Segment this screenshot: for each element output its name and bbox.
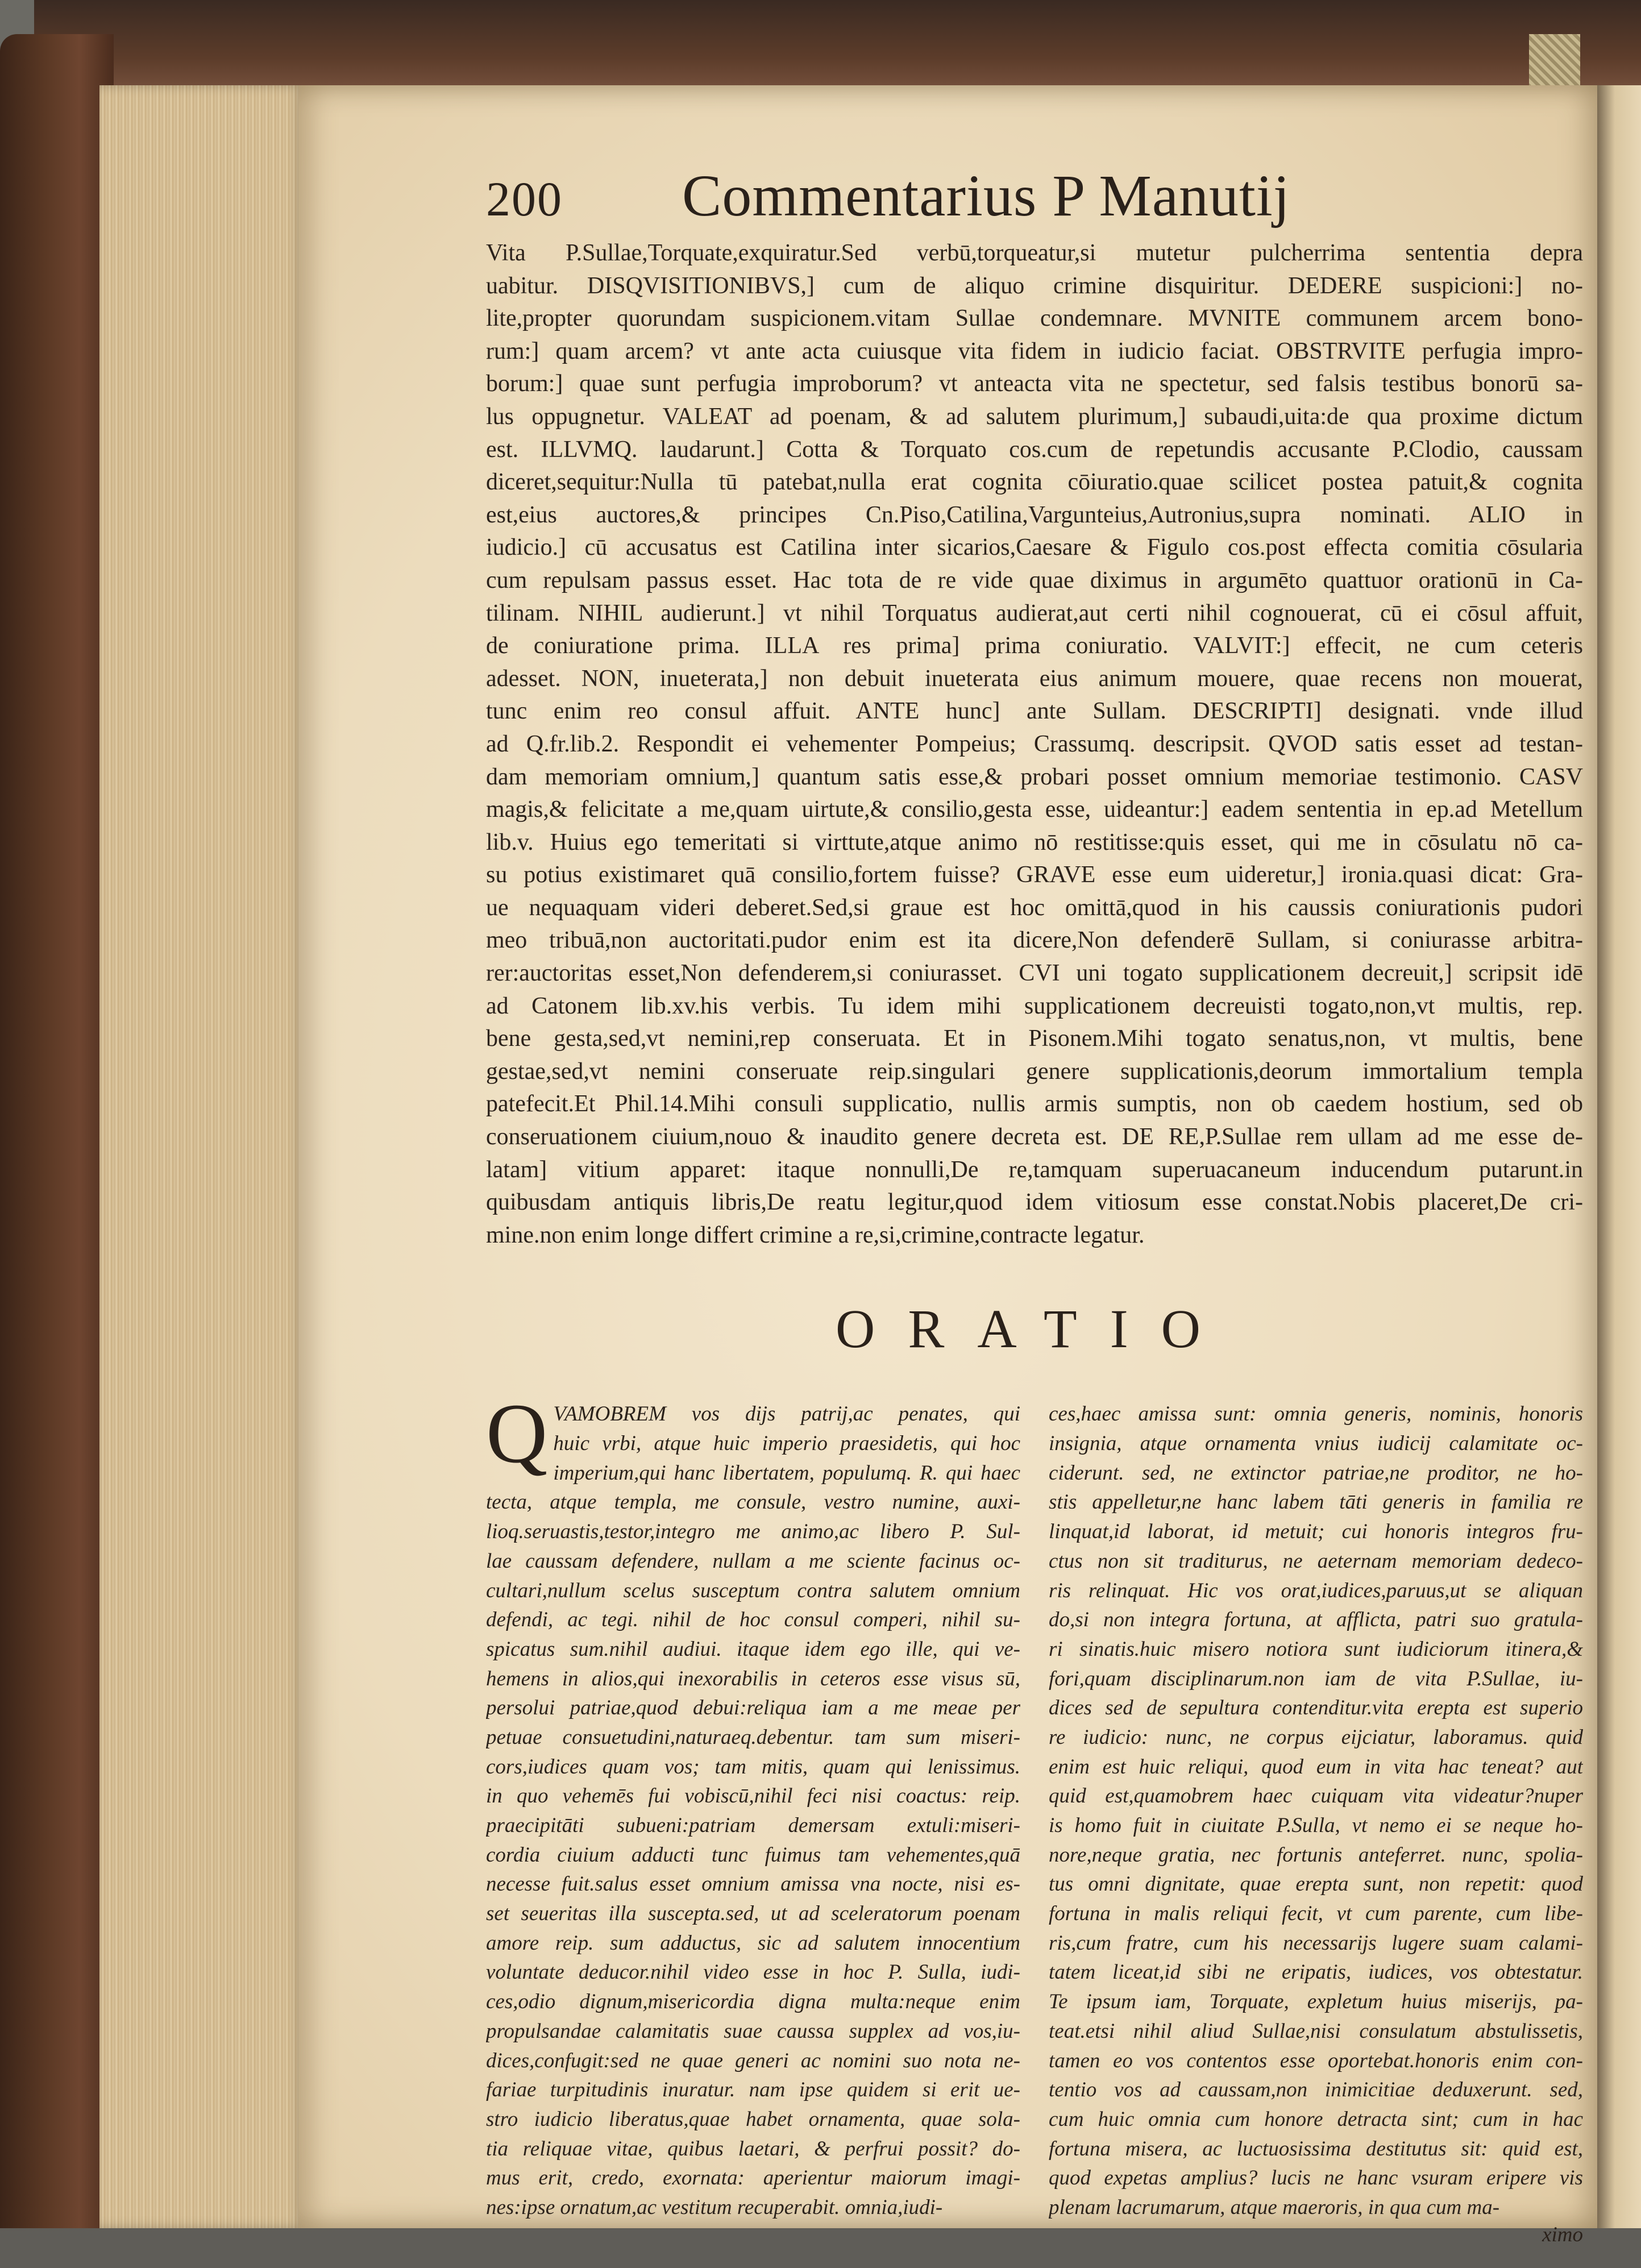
commentary-line: est. ILLVMQ. laudarunt.] Cotta & Torquato cos.cum de repetundis accusante P.Clodio, caussam xyxy=(486,436,1583,463)
commentary-line: borum:] quae sunt perfugia improborum? vt anteacta vita ne spectetur, sed falsis testibus bonorū sa- xyxy=(486,371,1583,397)
oration-line: tatem liceat,id sibi ne eripatis, iudices, vos obtestatur. xyxy=(1049,1960,1583,1984)
oration-line: tia reliquae vitae, quibus laetari, & perfrui possit? do- xyxy=(486,2137,1020,2161)
oration-columns xyxy=(486,1386,1583,2222)
commentary-line: tilinam. NIHIL audierunt.] vt nihil Torquatus audierat,aut certi nihil cognouerat, cū ei cōsul affuit, xyxy=(486,600,1583,626)
oration-line: nore,neque gratia, nec fortunis anteferret. nunc, spolia- xyxy=(1049,1843,1583,1867)
oration-line: Te ipsum iam, Torquate, expletum huius miserijs, pa- xyxy=(1049,1990,1583,2014)
oration-line: lae caussam defendere, nullam a me sciente facinus oc- xyxy=(486,1549,1020,1573)
oration-heading: ORATIO xyxy=(836,1298,1233,1360)
oration-line: re iudicio: nunc, ne corpus eijciatur, laboramus. quid xyxy=(1049,1725,1583,1749)
oration-line: ri sinatis.huic misero notiora sunt iudiciorum itinera,& xyxy=(1049,1637,1583,1661)
oration-line: lioq.seruastis,testor,integro me animo,ac libero P. Sul- xyxy=(486,1520,1020,1544)
oration-line: praecipitāti subueni:patriam demersam extuli:miseri- xyxy=(486,1814,1020,1838)
oration-line: cordia ciuium adducti tunc fuimus tam vehementes,quā xyxy=(486,1843,1020,1867)
oration-line: plenam lacrumarum, atque maeroris, in qua cum ma- xyxy=(1049,2195,1500,2219)
oration-line: stis appelletur,ne hanc labem tāti generis in familia re xyxy=(1049,1490,1583,1514)
oration-line: enim est huic reliqui, quod eum in vita hac teneat? aut xyxy=(1049,1755,1583,1779)
commentary-line: quibusdam antiquis libris,De reatu legitur,quod idem vitiosum esse constat.Nobis placeret,De cri- xyxy=(486,1189,1583,1216)
commentary-line: ue nequaquam videri deberet.Sed,si graue est hoc omittā,quod in his caussis coniurationis pudori xyxy=(486,894,1583,921)
oration-line: spicatus sum.nihil audiui. itaque idem ego ille, qui ve- xyxy=(486,1637,1020,1661)
oration-line: ciderunt. sed, ne extinctor patriae,ne proditor, ne ho- xyxy=(1049,1461,1583,1485)
oration-line: huic vrbi, atque huic imperio praesidetis, qui hoc xyxy=(553,1432,1020,1456)
right-column xyxy=(1049,1399,1583,2222)
oration-line: fori,quam disciplinarum.non iam de vita P.Sullae, iu- xyxy=(1049,1667,1583,1690)
commentary-line: est,eius auctores,& principes Cn.Piso,Catilina,Vargunteius,Autronius,supra nominati. ALIO in xyxy=(486,501,1583,528)
commentary-text xyxy=(486,237,1583,1252)
oration-line: tamen eo vos contentos esse oportebat.honoris enim con- xyxy=(1049,2049,1583,2072)
commentary-line: conseruationem ciuium,nouo & inaudito genere decreta est. DE RE,P.Sullae rem ullam ad me esse de- xyxy=(486,1124,1583,1150)
oration-line: petuae consuetudini,naturaeq.debentur. tam sum miseri- xyxy=(486,1725,1020,1749)
oration-line: cors,iudices quam vos; tam mitis, quam qui lenissimus. xyxy=(486,1755,1020,1779)
commentary-line: lite,propter quorundam suspicionem.vitam Sullae condemnare. MVNITE communem arcem bono- xyxy=(486,305,1583,332)
page-content xyxy=(486,162,1583,2247)
book-cover-top xyxy=(34,0,1641,97)
oration-line: mus erit, credo, exornata: aperientur maiorum imagi- xyxy=(486,2166,1020,2190)
oration-line: dices sed de sepultura contenditur.vita erepta est superio xyxy=(1049,1696,1583,1720)
oration-line: quod expetas amplius? lucis ne hanc vsuram eripere vis xyxy=(1049,2166,1583,2190)
oration-line: hemens in alios,qui inexorabilis in ceteros esse visus sū, xyxy=(486,1667,1020,1690)
oration-line: fortuna misera, ac luctuosissima destitutus sit: quid est, xyxy=(1049,2137,1583,2161)
oration-line: teat.etsi nihil aliud Sullae,nisi consulatum abstulissetis, xyxy=(1049,2019,1583,2043)
oration-line: do,si non integra fortuna, at afflicta, patri suo gratula- xyxy=(1049,1608,1583,1632)
page-number: 200 xyxy=(486,172,563,226)
catchword: ximo xyxy=(1542,2223,1583,2246)
commentary-line: su potius existimaret quā consilio,fortem fuisse? GRAVE esse eum uideretur,] ironia.quasi dicat: Gra- xyxy=(486,862,1583,888)
oration-line: ris,cum fratre, cum his necessarijs lugere suam calami- xyxy=(1049,1931,1583,1955)
commentary-line: de coniuratione prima. ILLA res prima] prima coniuratio. VALVIT:] effecit, ne cum ceteris xyxy=(486,633,1583,659)
oration-line: defendi, ac tegi. nihil de hoc consul comperi, nihil su- xyxy=(486,1608,1020,1632)
oration-line: in quo vehemēs fui vobiscū,nihil feci nisi coactus: reip. xyxy=(486,1784,1020,1808)
oration-line: necesse fuit.salus esset omnium amissa vna nocte, nisi es- xyxy=(486,1872,1020,1896)
oration-line: propulsandae calamitatis suae caussa supplex ad vos,iu- xyxy=(486,2019,1020,2043)
commentary-line: adesset. NON, inueterata,] non debuit inueterata eius animum mouere, quae recens non mouerat, xyxy=(486,665,1583,692)
left-column xyxy=(486,1386,1020,2222)
commentary-line: rum:] quam arcem? vt ante acta cuiusque vita fidem in iudicio faciat. OBSTRVITE perfugia impro- xyxy=(486,338,1583,364)
commentary-line: lus oppugnetur. VALEAT ad poenam, & ad salutem plurimum,] subaudi,uita:de qua proxime dictum xyxy=(486,403,1583,430)
oration-line: fortuna in malis reliqui fecit, vt cum parente, cum libe- xyxy=(1049,1902,1583,1926)
page-fore-edge xyxy=(99,85,304,2228)
oration-line: imperium,qui hanc libertatem, populumq. R. qui haec xyxy=(553,1461,1020,1485)
drop-cap: Q xyxy=(486,1386,548,1481)
oration-line: voluntate deducor.nihil video esse in hoc P. Sulla, iudi- xyxy=(486,1960,1020,1984)
commentary-line: patefecit.Et Phil.14.Mihi consuli supplicatio, nullis armis sumptis, non ob caedem hostium, sed ob xyxy=(486,1091,1583,1118)
next-page-edge xyxy=(1597,85,1641,2228)
oration-line: cum huic omnia cum honore detracta sint; cum in hac xyxy=(1049,2107,1583,2131)
commentary-line: lib.v. Huius ego temeritati si virttute,atque animo nō restitisse:quis esset, qui me in cōsulatu nō ca- xyxy=(486,829,1583,855)
oration-line: set seueritas illa suscepta.sed, ut ad sceleratorum poenam xyxy=(486,1902,1020,1926)
oration-line: ctus non sit traditurus, ne aeternam memoriam dedeco- xyxy=(1049,1549,1583,1573)
oration-line: tecta, atque templa, me consule, vestro numine, auxi- xyxy=(486,1490,1020,1514)
commentary-line: latam] vitium apparet: itaque nonnulli,De re,tamquam superuacaneum inducendum putarunt.in xyxy=(486,1156,1583,1183)
commentary-line: meo tribuā,non auctoritati.pudor enim est ita dicere,Non defenderē Sullam, si coniurasse arbitra- xyxy=(486,927,1583,954)
commentary-line: mine.non enim longe differt crimine a re,si,crimine,contracte legatur. xyxy=(486,1222,1145,1248)
commentary-line: bene gesta,sed,vt nemini,rep conseruata. Et in Pisonem.Mihi togato senatus,non, vt multis, bene xyxy=(486,1025,1583,1052)
oration-line: cultari,nullum scelus susceptum contra salutem omnium xyxy=(486,1579,1020,1602)
running-title: Commentarius P Manutij xyxy=(682,163,1290,229)
oration-line: is homo fuit in ciuitate P.Sulla, vt nemo ei se neque ho- xyxy=(1049,1814,1583,1838)
commentary-line: gestae,sed,vt nemini conseruate reip.singulari genere supplicationis,deorum immortalium templa xyxy=(486,1058,1583,1085)
commentary-line: Vita P.Sullae,Torquate,exquiratur.Sed verbū,torqueatur,si mutetur pulcherrima sententia depra xyxy=(486,240,1583,266)
commentary-line: dam memoriam omnium,] quantum satis esse,& probari posset omnium memoriae testimonio. CASV xyxy=(486,763,1583,790)
commentary-line: iudicio.] cū accusatus est Catilina inter sicarios,Caesare & Figulo cos.post effecta comitia cōsularia xyxy=(486,534,1583,561)
oration-line: nes:ipse ornatum,ac vestitum recuperabit. omnia,iudi- xyxy=(486,2195,943,2219)
commentary-line: cum repulsam passus esset. Hac tota de re vide quae diximus in argumēto quattuor orationū in Ca- xyxy=(486,567,1583,593)
oration-line: ces,haec amissa sunt: omnia generis, nominis, honoris xyxy=(1049,1402,1583,1426)
oration-line: VAMOBREM vos dijs patrij,ac penates, qui xyxy=(553,1402,1020,1426)
commentary-line: ad Catonem lib.xv.his verbis. Tu idem mihi supplicationem decreuisti togato,non,vt multis, rep. xyxy=(486,992,1583,1019)
oration-line: ces,odio dignum,misericordia digna multa:neque enim xyxy=(486,1990,1020,2014)
oration-line: ris relinquat. Hic vos orat,iudices,paruus,ut se aliquan xyxy=(1049,1579,1583,1602)
commentary-line: ad Q.fr.lib.2. Respondit ei vehementer Pompeius; Crassumq. descripsit. QVOD satis esset ad testan- xyxy=(486,730,1583,757)
oration-line: amore reip. sum adductus, sic ad salutem innocentium xyxy=(486,1931,1020,1955)
oration-line: persolui patriae,quod debui:reliqua iam a me meae per xyxy=(486,1696,1020,1720)
commentary-line: uabitur. DISQVISITIONIBVS,] cum de aliquo crimine disquiritur. DEDERE suspicioni:] no- xyxy=(486,272,1583,299)
commentary-line: magis,& felicitate a me,quam uirtute,& consilio,gesta esse, uideantur:] eadem sententia in ep.ad Metellum xyxy=(486,796,1583,823)
book-cover xyxy=(0,34,114,2245)
oration-line: quid est,quamobrem haec cuiquam vita videatur?nuper xyxy=(1049,1784,1583,1808)
oration-line: linquat,id laborat, id metuit; cui honoris integros fru- xyxy=(1049,1520,1583,1544)
oration-line: fariae turpitudinis inuratur. nam ipse quidem si erit ue- xyxy=(486,2078,1020,2102)
page-header xyxy=(486,162,1583,230)
commentary-line: rer:auctoritas esset,Non defenderem,si coniurasset. CVI uni togato supplicationem decreuit,] scripsit idē xyxy=(486,960,1583,987)
oration-line: tentio vos ad caussam,non inimicitiae deduxerunt. sed, xyxy=(1049,2078,1583,2102)
oration-line: stro iudicio liberatus,quae habet ornamenta, quae sola- xyxy=(486,2107,1020,2131)
commentary-line: tunc enim reo consul affuit. ANTE hunc] ante Sullam. DESCRIPTI] designati. vnde illud xyxy=(486,698,1583,725)
oration-line: tus omni dignitate, quae erepta sunt, non repetit: quod xyxy=(1049,1872,1583,1896)
oration-line: insignia, atque ornamenta vnius iudicij calamitate oc- xyxy=(1049,1432,1583,1456)
oration-line: dices,confugit:sed ne quae generi ac nomini suo nota ne- xyxy=(486,2049,1020,2072)
commentary-line: diceret,sequitur:Nulla tū patebat,nulla erat cognita cōiuratio.quae scilicet postea patuit,& cognita xyxy=(486,469,1583,496)
